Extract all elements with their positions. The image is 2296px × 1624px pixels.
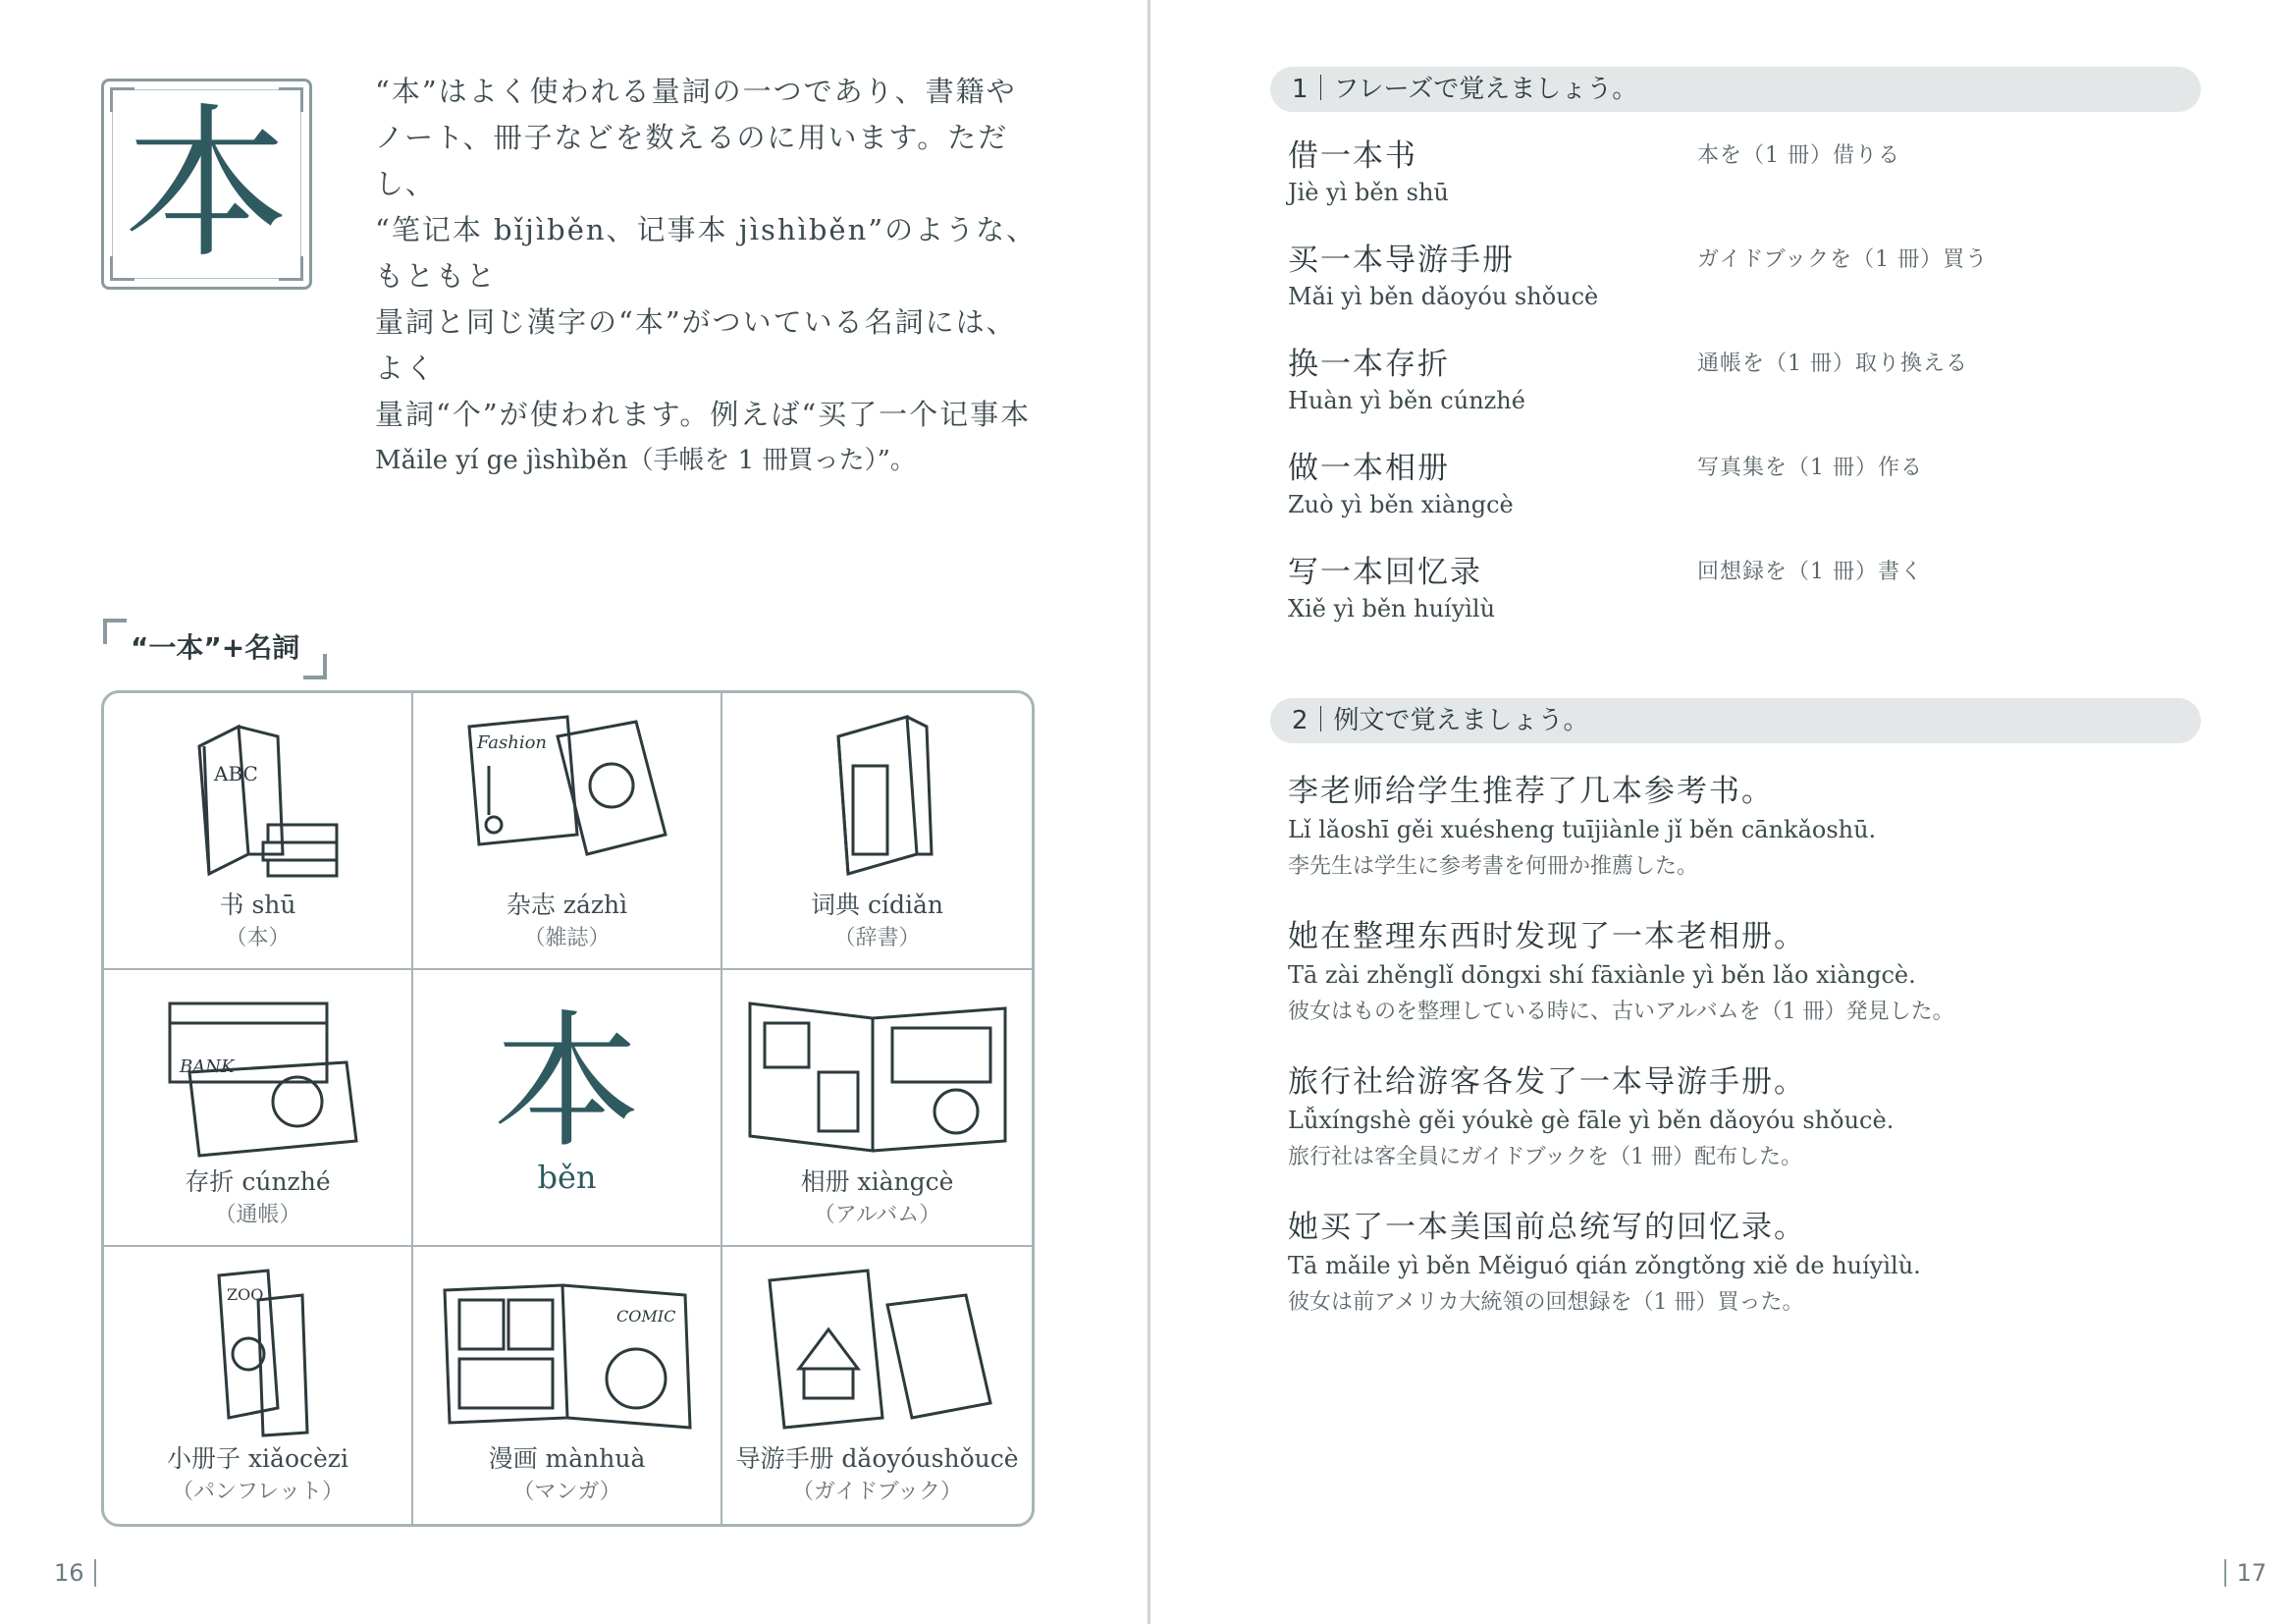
svg-text:ZOO: ZOO [226,1285,263,1304]
cell-label: 相册 xiàngcè [800,1167,954,1196]
phrase-pinyin: Jiè yì běn shū [1288,179,1449,206]
grid-cell-manga [413,1247,722,1524]
svg-text:Fashion: Fashion [476,732,547,753]
section-title [103,619,327,679]
kanji-character: 本 [124,87,290,281]
cell-translation: （マンガ） [512,1480,621,1504]
grid-cell-pamphlet [104,1247,413,1524]
intro-line: 量詞“个”が使われます。例えば“买了一个记事本 [375,398,1032,431]
example-chinese: 旅行社给游客各发了一本导游手册。 [1288,1064,1806,1100]
phrase-japanese: 写真集を（1 冊）作る [1697,456,1923,480]
example-item [1288,1056,2191,1202]
phrase-chinese: 借一本书 [1288,138,1417,174]
center-kanji: 本 [493,998,641,1168]
phrase-item [1288,339,2171,443]
section-bar-phrases: 1｜フレーズで覚えましょう。 [1270,67,2201,112]
phrase-japanese: ガイドブックを（1 冊）買う [1697,247,1989,272]
grid-cell-album [722,970,1032,1247]
phrase-chinese: 做一本相册 [1288,451,1450,486]
phrase-item [1288,443,2171,547]
grid-cell-center [413,970,722,1247]
cell-label: 漫画 mànhuà [488,1444,646,1473]
intro-line: 量詞と同じ漢字の“本”がついている名詞には、よく [375,305,1017,385]
phrase-item [1288,131,2171,235]
intro-line: ノート、冊子などを数えるのに用います。ただし、 [375,121,1009,200]
phrase-chinese: 买一本导游手册 [1288,243,1515,278]
album-illustration-icon [740,984,1015,1161]
phrase-japanese: 本を（1 冊）借りる [1697,143,1900,168]
phrase-chinese: 换一本存折 [1288,347,1450,382]
guidebook-illustration-icon [750,1261,1005,1437]
example-japanese: 彼女はものを整理している時に、古いアルバムを（1 冊）発見した。 [1288,1000,1954,1024]
manga-illustration-icon [430,1261,705,1437]
cell-label: 词典 cídiǎn [811,891,943,919]
example-japanese: 李先生は学生に参考書を何冊か推薦した。 [1288,854,1699,879]
example-item [1288,911,2191,1056]
cell-translation: （アルバム） [813,1203,941,1227]
example-pinyin: Tā mǎile yì běn Měiguó qián zǒngtǒng xiě de huíyìlù. [1288,1252,1921,1279]
intro-line: “笔记本 bǐjìběn、记事本 jìshìběn”のような、もともと [375,213,1038,293]
pamphlet-illustration-icon [189,1261,327,1437]
grid-cell-magazine [413,693,722,970]
bankbook-illustration-icon [150,984,366,1161]
example-pinyin: Tā zài zhěnglǐ dōngxi shí fāxiànle yì běn lǎo xiàngcè. [1288,961,1916,989]
page-number-right: 17 [2224,1559,2267,1587]
example-chinese: 她在整理东西时发现了一本老相册。 [1288,919,1806,954]
example-pinyin: Lǚxíngshè gěi yóukè gè fāle yì běn dǎoyóu shǒucè. [1288,1107,1895,1134]
cell-label: 小册子 xiǎocèzi [167,1444,348,1473]
phrase-japanese: 通帳を（1 冊）取り換える [1697,352,1968,376]
phrase-item [1288,547,2171,651]
example-chinese: 李老师给学生推荐了几本参考书。 [1288,774,1774,809]
phrase-pinyin: Huàn yì běn cúnzhé [1288,387,1525,414]
svg-text:COMIC: COMIC [615,1307,675,1326]
intro-line: Mǎile yí ge jìshìběn（手帳を 1 冊買った）”。 [375,446,916,475]
grid-cell-dictionary [722,693,1032,970]
phrase-list [1288,131,2171,651]
cell-translation: （辞書） [833,926,921,950]
grid-cell-book [104,693,413,970]
grid-cell-bankbook [104,970,413,1247]
section-title-text: “一本”+名詞 [131,631,300,664]
phrase-item [1288,235,2171,339]
cell-translation: （通帳） [214,1203,301,1227]
example-item [1288,1202,2191,1347]
intro-text [375,69,1042,484]
cell-label: 杂志 zázhì [506,891,628,919]
cell-translation: （本） [225,926,291,950]
example-pinyin: Lǐ lǎoshī gěi xuésheng tuījiànle jǐ běn cānkǎoshū. [1288,816,1877,843]
phrase-chinese: 写一本回忆录 [1288,555,1482,590]
example-japanese: 旅行社は客全員にガイドブックを（1 冊）配布した。 [1288,1145,1803,1169]
cell-label: 存折 cúnzhé [185,1167,331,1196]
cell-translation: （雑誌） [523,926,611,950]
cell-label: 导游手册 dǎoyóushǒucè [735,1444,1019,1473]
section-bar-examples: 2｜例文で覚えましょう。 [1270,698,2201,743]
cell-label: 书 shū [219,891,296,919]
books-illustration-icon [170,707,347,884]
cell-translation: （ガイドブック） [791,1480,963,1504]
phrase-pinyin: Mǎi yì běn dǎoyóu shǒucè [1288,283,1599,310]
kanji-box [101,79,312,290]
magazine-illustration-icon [450,707,685,884]
example-list [1288,766,2191,1347]
grid-cell-guidebook [722,1247,1032,1524]
svg-text:BANK: BANK [179,1056,234,1077]
example-chinese: 她买了一本美国前总统写的回忆录。 [1288,1210,1806,1245]
example-japanese: 彼女は前アメリカ大統領の回想録を（1 冊）買った。 [1288,1290,1804,1315]
intro-line: “本”はよく使われる量詞の一つであり、書籍や [375,75,1017,108]
center-pinyin: běn [537,1159,597,1196]
cell-translation: （パンフレット） [172,1480,344,1504]
vocab-grid [101,690,1035,1527]
example-item [1288,766,2191,911]
right-page [1150,0,2296,1624]
phrase-pinyin: Zuò yì běn xiàngcè [1288,491,1514,518]
dictionary-illustration-icon [809,707,946,884]
svg-text:ABC: ABC [213,762,258,785]
phrase-japanese: 回想録を（1 冊）書く [1697,560,1923,584]
phrase-pinyin: Xiě yì běn huíyìlù [1288,595,1496,623]
page-number-left: 16 [54,1559,96,1587]
